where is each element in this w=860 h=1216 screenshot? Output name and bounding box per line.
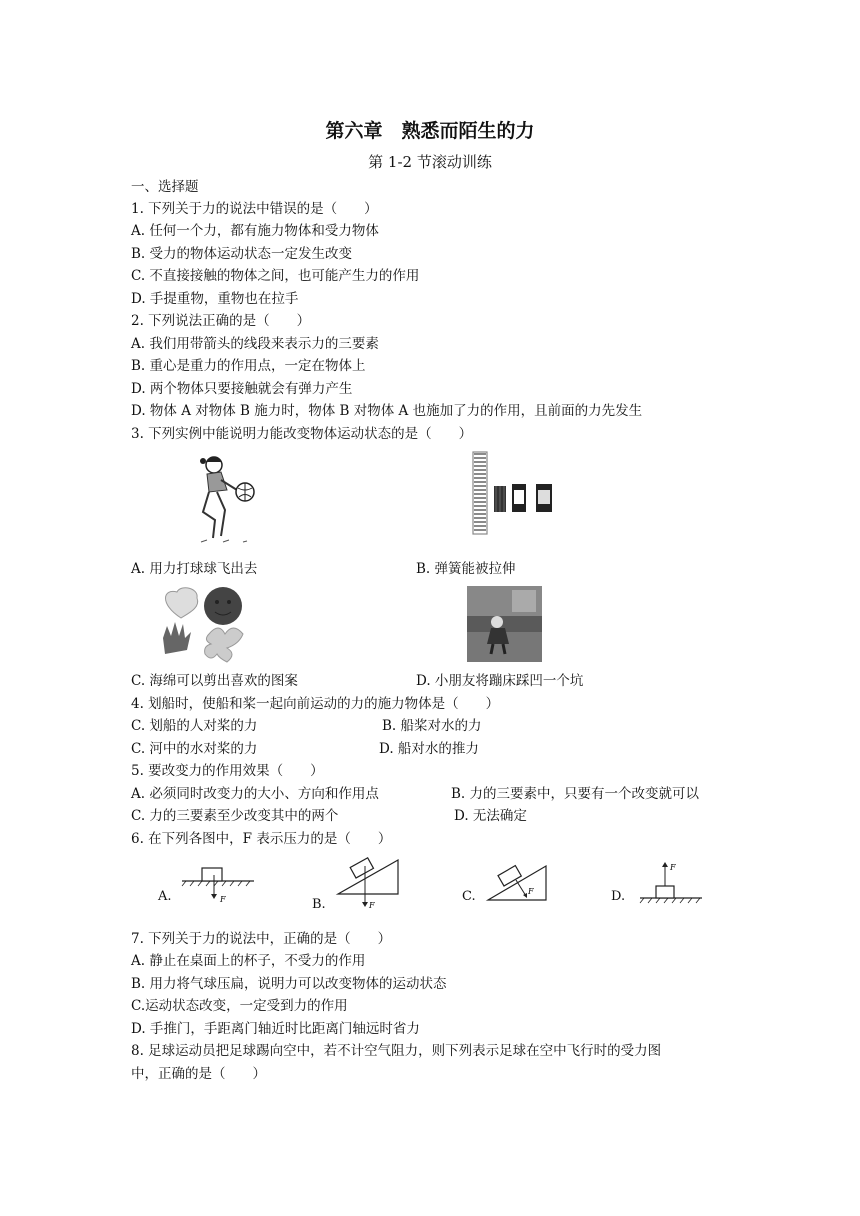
question-1-option-b: B. 受力的物体运动状态一定发生改变 [131,246,353,262]
question-7-option-d: D. 手推门，手距离门轴近时比距离门轴远时省力 [131,1021,420,1037]
question-4-option-b: B. 船桨对水的力 [382,718,482,734]
section-heading: 一、选择题 [131,179,199,195]
girl-volleyball-illustration [183,452,263,544]
question-7-stem: 7. 下列关于力的说法中，正确的是（ ） [131,931,392,947]
question-5-option-a: A. 必须同时改变力的大小、方向和作用点 [131,786,379,802]
question-2-stem: 2. 下列说法正确的是（ ） [131,313,311,329]
question-3-option-d: D. 小朋友将蹦床踩凹一个坑 [416,673,584,689]
force-label-c: F [528,887,534,896]
trampoline-photo [467,586,542,662]
question-2-option-d: D. 物体 A 对物体 B 施力时，物体 B 对物体 A 也施加了力的作用，且前面的力先发生 [131,403,643,419]
force-label-b: F [369,901,375,910]
question-4-option-d: D. 船对水的推力 [379,741,479,757]
force-diagram-b [334,856,410,912]
question-6-stem: 6. 在下列各图中，F 表示压力的是（ ） [131,831,392,847]
spring-stretch-illustration [466,450,566,540]
question-3-option-a: A. 用力打球球飞出去 [131,561,258,577]
question-8-stem-line1: 8. 足球运动员把足球踢向空中，若不计空气阻力，则下列表示足球在空中飞行时的受力图 [131,1043,662,1059]
question-1-stem: 1. 下列关于力的说法中错误的是（ ） [131,201,378,217]
question-5-option-b: B. 力的三要素中，只要有一个改变就可以 [451,786,700,802]
question-5-option-d: D. 无法确定 [454,808,527,824]
question-7-option-c: C.运动状态改变，一定受到力的作用 [131,998,348,1014]
question-4-stem: 4. 划船时，使船和桨一起向前运动的力的施力物体是（ ） [131,696,500,712]
section-subtitle: 第 1-2 节滚动训练 [368,153,492,171]
question-7-option-b: B. 用力将气球压扁，说明力可以改变物体的运动状态 [131,976,447,992]
question-5-option-c: C. 力的三要素至少改变其中的两个 [131,808,339,824]
question-1-option-a: A. 任何一个力，都有施力物体和受力物体 [131,223,379,239]
force-diagram-c [484,860,556,906]
question-8-stem-line2: 中，正确的是（ ） [131,1066,266,1082]
question-2-option-c: D. 两个物体只要接触就会有弹力产生 [131,381,353,397]
question-1-option-d: D. 手提重物，重物也在拉手 [131,291,299,307]
question-4-option-c: C. 河中的水对桨的力 [131,741,258,757]
force-diagram-a [178,862,258,904]
force-label-a: F [220,895,226,904]
question-2-option-a: A. 我们用带箭头的线段来表示力的三要素 [131,336,379,352]
question-2-option-b: B. 重心是重力的作用点，一定在物体上 [131,358,366,374]
question-6-label-b: B. [312,897,326,912]
question-1-option-c: C. 不直接接触的物体之间，也可能产生力的作用 [131,268,420,284]
chapter-title: 第六章 熟悉而陌生的力 [325,120,535,142]
question-3-option-b: B. 弹簧能被拉伸 [416,561,516,577]
question-6-label-d: D. [611,889,626,904]
force-diagram-d [636,858,706,906]
question-7-option-a: A. 静止在桌面上的杯子，不受力的作用 [131,953,366,969]
question-4-option-a: C. 划船的人对桨的力 [131,718,258,734]
question-6-label-c: C. [462,889,476,904]
force-label-d: F [670,863,676,872]
question-3-option-c: C. 海绵可以剪出喜欢的图案 [131,673,298,689]
question-3-stem: 3. 下列实例中能说明力能改变物体运动状态的是（ ） [131,426,473,442]
question-6-label-a: A. [158,889,172,904]
question-5-stem: 5. 要改变力的作用效果（ ） [131,763,324,779]
sponge-shapes-illustration [157,584,249,666]
